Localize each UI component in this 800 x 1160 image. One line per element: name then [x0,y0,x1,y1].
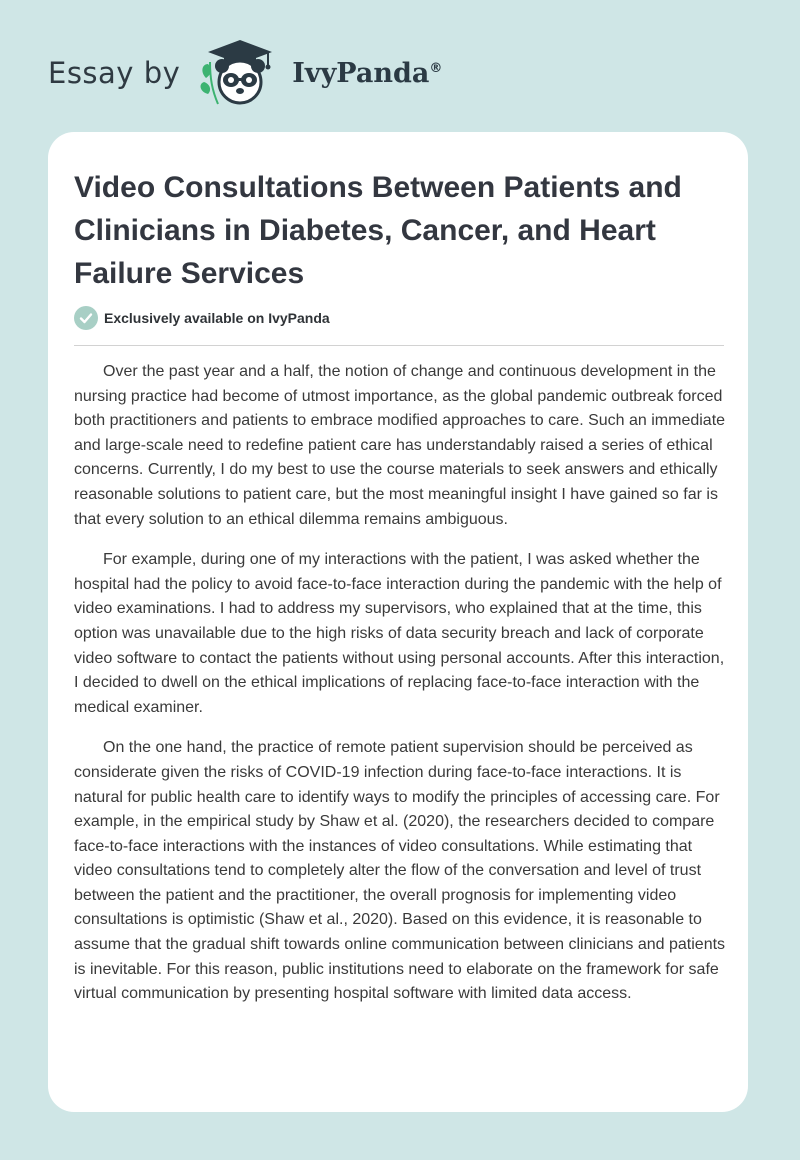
essay-by-label: Essay by [48,56,181,90]
paragraph: On the one hand, the practice of remote patient supervision should be perceived as considerate given the risks of COVID-19 infection during face-to-face interactions. It is natural for public health care to identify ways to modify the principles of accessing care. For example, in the empirical study by Shaw et al. (2020), the researchers decided to compare face-to-face interactions with the instances of video consultations. While estimating that video consultations tend to completely alter the flow of the conversation and level of trust between the patient and the practitioner, the overall prognosis for implementing video consultations is optimistic (Shaw et al., 2020). Based on this evidence, it is reasonable to assume that the gradual shift towards online communication between clinicians and patients is inevitable. For this reason, public institutions need to elaborate on the framework for safe virtual communication by presenting hospital software with limited data access. [74,739,726,1003]
brand-name[interactable]: IvyPanda® [292,57,443,89]
ivypanda-logo-icon[interactable] [196,38,286,108]
site-header [48,38,508,108]
paragraph: Over the past year and a half, the notion of change and continuous development in the nursing practice had become of utmost importance, as the global pandemic outbreak forced both practitioners and patients to embrace modified approaches to care. Such an immediate and large-scale need to redefine patient care has understandably raised a series of ethical concerns. Currently, I do my best to use the course materials to seek answers and ethically reasonable solutions to patient care, but the most meaningful insight I have gained so far is that every solution to an ethical dilemma remains ambiguous. [74,363,726,528]
essay-card [48,132,748,1112]
availability-badge [74,306,330,330]
essay-body [74,360,726,1023]
availability-text: Exclusively available on IvyPanda [104,310,330,326]
paragraph: For example, during one of my interactions with the patient, I was asked whether the hospital had the policy to avoid face-to-face interaction during the pandemic with the help of video examinations. I had to address my supervisors, who explained that at the time, this option was unavailable due to the high risks of data security breach and lack of corporate video software to contact the patients without using personal accounts. After this interaction, I decided to dwell on the ethical implications of replacing face-to-face interaction with the medical examiner. [74,551,725,716]
divider [74,345,724,346]
page-title: Video Consultations Between Patients and Clinicians in Diabetes, Cancer, and Heart Failure Services [74,171,682,290]
check-icon [74,306,98,330]
